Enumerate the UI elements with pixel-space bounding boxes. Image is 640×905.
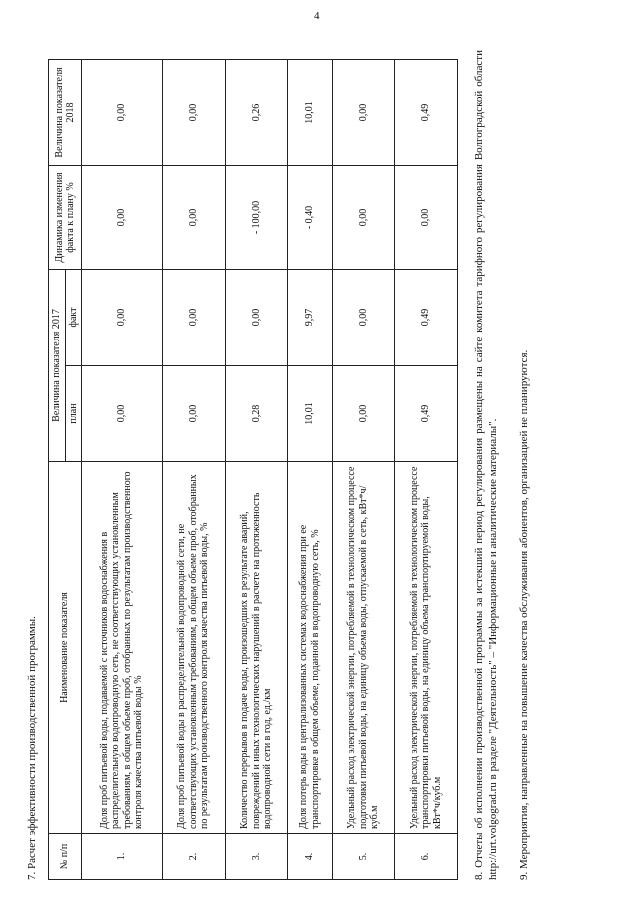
row-fact: 0,00 bbox=[162, 270, 225, 366]
table-row bbox=[288, 60, 332, 880]
row-fact: 9,97 bbox=[288, 270, 332, 366]
row-dynamics: 0,00 bbox=[82, 166, 163, 270]
landscape-content bbox=[20, 20, 620, 880]
row-name: Доля потерь воды в централизованных системах водоснабжения при ее транспортировке в общем объеме, поданной в водопроводную сеть, % bbox=[288, 462, 332, 834]
table-row bbox=[82, 60, 163, 880]
page-number: 4 bbox=[314, 10, 320, 22]
row-num: 5. bbox=[332, 834, 395, 880]
row-fact: 0,00 bbox=[332, 270, 395, 366]
row-plan: 0,00 bbox=[332, 366, 395, 462]
row-dynamics: 0,00 bbox=[162, 166, 225, 270]
row-plan: 0,00 bbox=[162, 366, 225, 462]
row-value-2018: 0,00 bbox=[82, 60, 163, 166]
note-9: 9. Мероприятия, направленные на повышение качества обслуживания абонентов, организацией не планируются. bbox=[517, 349, 530, 880]
row-name: Количество перерывов в подаче воды, произошедших в результате аварий, повреждений и иных технологических нарушений в расчете на протяженность водопроводной сети в год, ед./км bbox=[225, 462, 288, 834]
row-value-2018: 0,26 bbox=[225, 60, 288, 166]
table-row bbox=[332, 60, 395, 880]
header-name: Наименование показателя bbox=[49, 462, 82, 834]
row-dynamics: - 0,40 bbox=[288, 166, 332, 270]
row-num: 6. bbox=[395, 834, 458, 880]
header-num: № п/п bbox=[49, 834, 82, 880]
row-name: Доля проб питьевой воды, подаваемой с источников водоснабжения в распределительную водопроводную сеть, не соответствующих установленным требованиям, в общем объеме проб, отобранных по результатам производственного контроля качества питьевой воды % bbox=[82, 462, 163, 834]
notes bbox=[472, 50, 547, 880]
table-row bbox=[162, 60, 225, 880]
header-dynamics: Динамика изменения факта к плану % bbox=[49, 166, 82, 270]
row-fact: 0,49 bbox=[395, 270, 458, 366]
row-num: 1. bbox=[82, 834, 163, 880]
row-value-2018: 0,00 bbox=[332, 60, 395, 166]
row-plan: 0,00 bbox=[82, 366, 163, 462]
row-fact: 0,00 bbox=[225, 270, 288, 366]
row-dynamics: - 100,00 bbox=[225, 166, 288, 270]
row-num: 2. bbox=[162, 834, 225, 880]
row-plan: 0,28 bbox=[225, 366, 288, 462]
row-name: Удельный расход электрической энергии, потребляемой в технологическом процессе подготовки питьевой воды, на единицу объема воды, отпускаемой в сеть, кВт*ч/куб.м bbox=[332, 462, 395, 834]
row-fact: 0,00 bbox=[82, 270, 163, 366]
header-plan: план bbox=[65, 366, 82, 462]
row-name: Доля проб питьевой воды в распределительной водопроводной сети, не соответствующих установленным требованиям, в общем объеме проб, отобранных по результатам производственного контроля качества питьевой воды, % bbox=[162, 462, 225, 834]
header-value-2017: Величина показателя 2017 bbox=[49, 270, 66, 462]
row-plan: 0,49 bbox=[395, 366, 458, 462]
row-value-2018: 0,00 bbox=[162, 60, 225, 166]
row-num: 4. bbox=[288, 834, 332, 880]
header-value-2018: Величина показателя 2018 bbox=[49, 60, 82, 166]
note-8: 8. Отчеты об исполнении производственной программы за истекший период регулирования размещены на сайте комитета тарифного регулирования Волгоградской области http://urt.volgograd.ru в разделе "Деятельность" – "Информационные и аналитические материалы". bbox=[473, 50, 500, 880]
row-dynamics: 0,00 bbox=[332, 166, 395, 270]
efficiency-table bbox=[48, 59, 458, 880]
row-value-2018: 10,01 bbox=[288, 60, 332, 166]
header-fact: факт bbox=[65, 270, 82, 366]
row-name: Удельный расход электрической энергии, потребляемой в технологическом процессе транспортировки питьевой воды, на единицу объема транспортируемой воды, кВт*ч/куб.м bbox=[395, 462, 458, 834]
row-dynamics: 0,00 bbox=[395, 166, 458, 270]
table-row bbox=[395, 60, 458, 880]
row-value-2018: 0,49 bbox=[395, 60, 458, 166]
table-row bbox=[225, 60, 288, 880]
section-title: 7. Расчет эффективности производственной программы. bbox=[26, 616, 38, 880]
row-num: 3. bbox=[225, 834, 288, 880]
row-plan: 10,01 bbox=[288, 366, 332, 462]
